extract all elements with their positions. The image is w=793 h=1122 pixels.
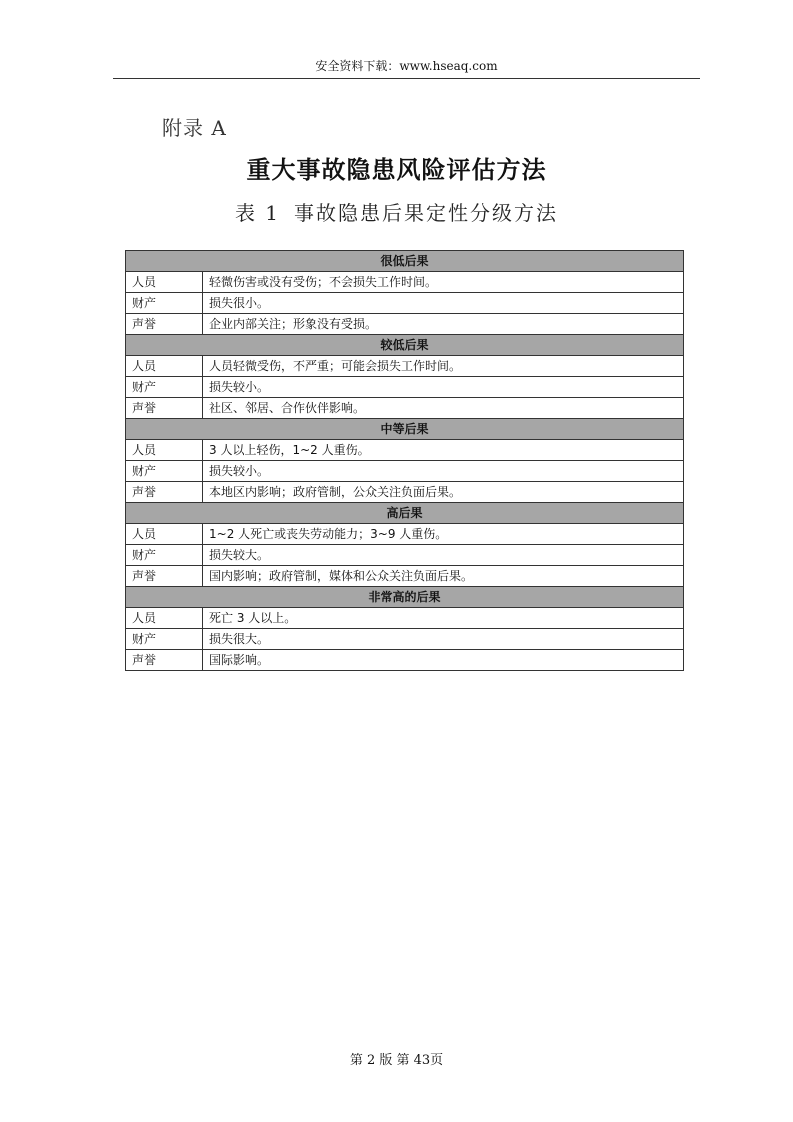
- description-cell: 轻微伤害或没有受伤；不会损失工作时间。: [203, 272, 684, 293]
- description-cell: 损失很大。: [203, 629, 684, 650]
- table-row: [126, 545, 684, 566]
- table-row: [126, 482, 684, 503]
- level-row: [126, 503, 684, 524]
- table-row: [126, 377, 684, 398]
- description-cell: 国内影响；政府管制，媒体和公众关注负面后果。: [203, 566, 684, 587]
- category-cell: 声誉: [126, 650, 203, 671]
- table-row: [126, 272, 684, 293]
- description-cell: 损失较小。: [203, 377, 684, 398]
- level-row: [126, 419, 684, 440]
- appendix-label: 附录 A: [162, 116, 227, 140]
- description-cell: 人员轻微受伤，不严重；可能会损失工作时间。: [203, 356, 684, 377]
- category-cell: 人员: [126, 272, 203, 293]
- level-header: 中等后果: [126, 419, 684, 440]
- description-cell: 社区、邻居、合作伙伴影响。: [203, 398, 684, 419]
- table-row: [126, 293, 684, 314]
- table-row: [126, 608, 684, 629]
- category-cell: 声誉: [126, 398, 203, 419]
- consequence-grading-table: [125, 250, 684, 671]
- category-cell: 财产: [126, 377, 203, 398]
- main-title: 重大事故隐患风险评估方法: [246, 155, 547, 184]
- table-title: [0, 197, 793, 226]
- table-row: [126, 398, 684, 419]
- table-row: [126, 356, 684, 377]
- category-cell: 人员: [126, 608, 203, 629]
- level-header: 高后果: [126, 503, 684, 524]
- description-cell: 3 人以上轻伤，1~2 人重伤。: [203, 440, 684, 461]
- level-row: [126, 587, 684, 608]
- category-cell: 财产: [126, 629, 203, 650]
- description-cell: 本地区内影响；政府管制，公众关注负面后果。: [203, 482, 684, 503]
- table-row: [126, 650, 684, 671]
- level-row: [126, 251, 684, 272]
- table-name: 事故隐患后果定性分级方法: [294, 201, 559, 225]
- category-cell: 财产: [126, 461, 203, 482]
- category-cell: 声誉: [126, 482, 203, 503]
- category-cell: 人员: [126, 524, 203, 545]
- category-cell: 声誉: [126, 566, 203, 587]
- category-cell: 声誉: [126, 314, 203, 335]
- level-header: 非常高的后果: [126, 587, 684, 608]
- category-cell: 人员: [126, 356, 203, 377]
- category-cell: 财产: [126, 545, 203, 566]
- description-cell: 企业内部关注；形象没有受损。: [203, 314, 684, 335]
- page-footer: 第 2 版 第 43页: [349, 1053, 444, 1068]
- table-number: 表 1: [234, 201, 281, 225]
- description-cell: 1~2 人死亡或丧失劳动能力；3~9 人重伤。: [203, 524, 684, 545]
- category-cell: 财产: [126, 293, 203, 314]
- level-row: [126, 335, 684, 356]
- description-cell: 损失很小。: [203, 293, 684, 314]
- table-row: [126, 566, 684, 587]
- category-cell: 人员: [126, 440, 203, 461]
- page-header: 安全资料下载：www.hseaq.com: [113, 57, 700, 79]
- level-header: 较低后果: [126, 335, 684, 356]
- table-row: [126, 629, 684, 650]
- description-cell: 死亡 3 人以上。: [203, 608, 684, 629]
- table-row: [126, 524, 684, 545]
- table-row: [126, 440, 684, 461]
- description-cell: 国际影响。: [203, 650, 684, 671]
- table-row: [126, 461, 684, 482]
- description-cell: 损失较大。: [203, 545, 684, 566]
- description-cell: 损失较小。: [203, 461, 684, 482]
- level-header: 很低后果: [126, 251, 684, 272]
- table-row: [126, 314, 684, 335]
